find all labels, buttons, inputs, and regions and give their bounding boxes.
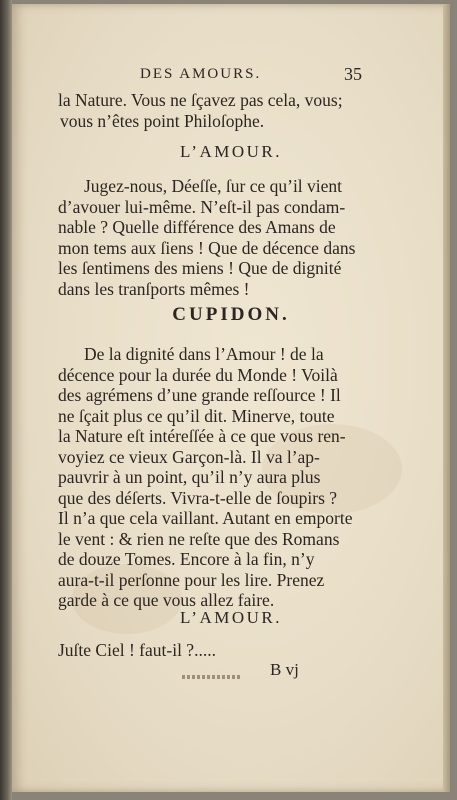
text-line: Il n’a que cela vaillant. Autant en emporte [58, 508, 353, 528]
text-line: aura-t-il perſonne pour les lire. Prenez [58, 569, 325, 590]
text-line: le vent : & rien ne reſte que des Romans [58, 528, 340, 549]
text-line: d’avouer lui-même. N’eſt-il pas condam- [58, 196, 346, 217]
speaker-heading: L’AMOUR. [179, 608, 283, 627]
text-block-3 [58, 344, 386, 611]
text-line: la Nature eſt intéreſſée à ce que vous ren- [58, 426, 346, 446]
text-line: Jugez-nous, Déeſſe, ſur ce qu’il vient [84, 176, 343, 196]
book-page [12, 4, 450, 792]
text-line: que des déſerts. Vivra-t-elle de ſoupirs ? [58, 487, 338, 508]
text-line: nable ? Quelle différence des Amans de [58, 217, 336, 237]
text-line: De la dignité dans l’Amour ! de la [84, 344, 324, 364]
final-line: Juſte Ciel ! faut-il ?..... [58, 640, 216, 660]
text-line: ne ſçait plus ce qu’il dit. Minerve, toute [58, 405, 335, 426]
text-block-2 [58, 176, 386, 299]
text-line: de douze Tomes. Encore à la fin, n’y [58, 549, 315, 569]
page-edge [443, 4, 450, 792]
book-spine [0, 0, 12, 800]
page-header [12, 66, 450, 86]
text-line: des agrémens d’une grande reſſource ! Il [58, 385, 341, 405]
running-head: DES AMOURS. [140, 66, 262, 82]
page-number: 35 [344, 64, 362, 84]
text-line: mon tems aux ſiens ! Que de décence dans [58, 237, 356, 258]
text-line: pauvrir à un point, qu’il n’y aura plus [58, 467, 321, 487]
text-line: voyiez ce vieux Garçon-là. Il va l’ap- [58, 446, 320, 467]
text-line: dans les tranſports mêmes ! [58, 278, 250, 299]
text-line: les ſentimens des miens ! Que de dignité [58, 258, 342, 278]
ornament-rule [182, 675, 242, 679]
text-line: vous n’êtes point Philoſophe. [60, 110, 265, 131]
signature-mark: B vj [270, 660, 299, 679]
speaker-heading: CUPIDON. [172, 304, 290, 325]
text-line: décence pour la durée du Monde ! Voilà [58, 364, 338, 385]
text-block-1 [58, 90, 386, 131]
text-line: garde à ce que vous allez faire. [58, 590, 275, 610]
text-line: la Nature. Vous ne ſçavez pas cela, vous; [58, 90, 343, 110]
speaker-heading: L’AMOUR. [179, 142, 283, 161]
